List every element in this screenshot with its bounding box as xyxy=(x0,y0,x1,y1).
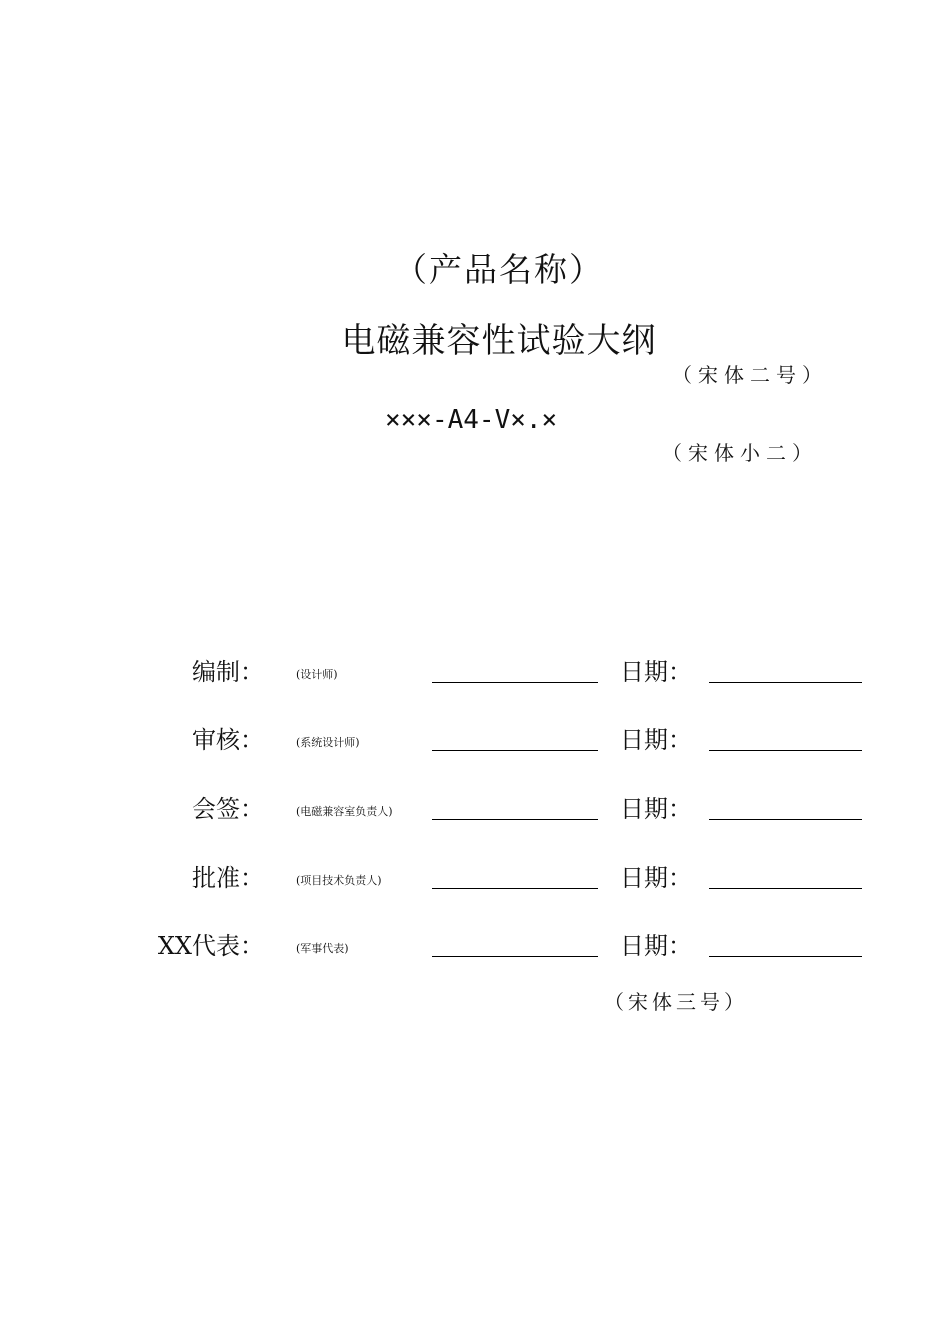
signature-role: XX代表： xyxy=(157,932,264,960)
date-label: 日期： xyxy=(620,726,692,754)
signature-line xyxy=(432,819,598,820)
signature-row-countersign xyxy=(0,787,950,827)
signature-role-hint: (项目技术负责人) xyxy=(296,874,382,887)
document-code: ×××-A4-V×.× xyxy=(385,405,558,435)
signature-role: 审核： xyxy=(192,726,264,754)
signature-role-hint: (军事代表) xyxy=(296,942,349,955)
signature-role-hint: (设计师) xyxy=(296,668,338,681)
signature-role-hint: (系统设计师) xyxy=(296,736,360,749)
signature-row-review xyxy=(0,718,950,758)
date-label: 日期： xyxy=(620,795,692,823)
signature-role: 会签： xyxy=(192,795,264,823)
date-label: 日期： xyxy=(620,658,692,686)
signature-font-note: （宋体三号） xyxy=(604,990,748,1014)
product-name: （产品名称） xyxy=(394,250,604,289)
signature-line xyxy=(432,956,598,957)
date-line xyxy=(709,956,862,957)
signature-role-hint: (电磁兼容室负责人) xyxy=(296,805,393,818)
signature-line xyxy=(432,888,598,889)
date-line xyxy=(709,888,862,889)
date-line xyxy=(709,682,862,683)
date-label: 日期： xyxy=(620,864,692,892)
signature-row-representative xyxy=(0,924,950,964)
date-line xyxy=(709,819,862,820)
code-font-note: （宋体小二） xyxy=(662,441,818,465)
document-title: 电磁兼容性试验大纲 xyxy=(341,321,657,361)
signature-line xyxy=(432,682,598,683)
signature-line xyxy=(432,750,598,751)
date-line xyxy=(709,750,862,751)
signature-role: 编制： xyxy=(192,658,264,686)
date-label: 日期： xyxy=(620,932,692,960)
title-font-note: （宋体二号） xyxy=(672,363,828,387)
signature-role: 批准： xyxy=(192,864,264,892)
signature-row-compile xyxy=(0,650,950,690)
signature-row-approve xyxy=(0,856,950,896)
